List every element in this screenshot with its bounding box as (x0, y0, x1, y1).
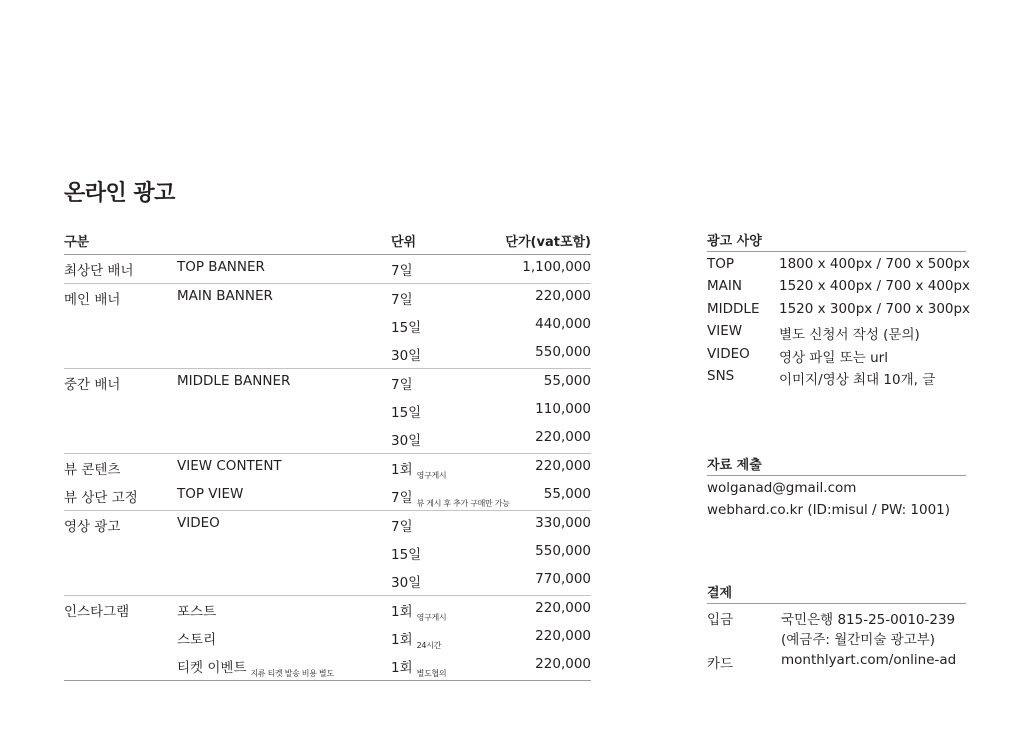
row-product (177, 288, 273, 304)
row-product (177, 486, 243, 502)
row-unit (391, 259, 413, 279)
row-unit-value: 30일 (391, 575, 422, 591)
table-bottom-rule (64, 680, 591, 681)
spec-value: 1520 x 400px / 700 x 400px (779, 278, 971, 295)
table-row (64, 312, 591, 340)
payment-deposit (707, 608, 966, 652)
row-price: 440,000 (535, 316, 591, 332)
row-unit (391, 656, 446, 676)
row-product (177, 515, 220, 531)
spec-key: MIDDLE (707, 300, 760, 317)
table-row (64, 595, 591, 624)
row-unit-value: 15일 (391, 320, 422, 336)
spec-key: VIEW (707, 323, 743, 340)
page-title: 온라인 광고 (64, 181, 175, 206)
spec-row (707, 256, 971, 278)
spec-row (707, 346, 966, 368)
row-price: 55,000 (543, 486, 591, 502)
spec-value: 별도 신청서 작성 (문의) (779, 327, 920, 344)
row-unit (391, 515, 413, 535)
row-product-name: TOP BANNER (177, 259, 265, 275)
submission-heading: 자료 제출 (707, 452, 966, 476)
row-product (177, 656, 334, 676)
ad-spec-list (707, 256, 971, 390)
row-unit-note: 24시간 (416, 641, 442, 650)
row-product-name: 스토리 (177, 632, 217, 648)
row-unit-value: 30일 (391, 348, 422, 364)
row-unit-value: 1회 (391, 604, 413, 620)
spec-key: MAIN (707, 278, 742, 295)
row-unit-note: 별도협의 (416, 669, 447, 678)
deposit-account: 국민은행 815-25-0010-239 (781, 612, 956, 628)
header-unit: 단위 (391, 235, 417, 250)
row-unit-note: 영구게시 (416, 471, 447, 480)
row-unit-value: 1회 (391, 632, 413, 648)
table-body (64, 255, 591, 680)
table-row (64, 510, 591, 539)
row-product-name: VIEW CONTENT (177, 458, 282, 474)
row-unit-value: 7일 (391, 490, 413, 506)
row-price: 55,000 (543, 373, 591, 389)
row-unit-value: 7일 (391, 263, 413, 279)
spec-value: 1800 x 400px / 700 x 500px (779, 256, 971, 272)
row-unit-value: 7일 (391, 292, 413, 308)
spec-key: SNS (707, 367, 735, 384)
row-product-name: MAIN BANNER (177, 288, 273, 304)
row-unit-value: 1회 (391, 462, 413, 478)
row-unit-note: 뷰 게시 후 추가 구매만 가능 (416, 499, 510, 508)
row-price: 220,000 (535, 458, 591, 474)
row-price: 770,000 (535, 571, 591, 587)
row-product-name: VIDEO (177, 515, 220, 531)
row-unit (391, 344, 421, 364)
row-price: 220,000 (535, 656, 591, 672)
row-price: 330,000 (535, 515, 591, 531)
row-product (177, 458, 282, 474)
table-row (64, 453, 591, 482)
table-row (64, 425, 591, 453)
spec-row (707, 323, 966, 345)
payment-panel (707, 580, 966, 674)
spec-row (707, 278, 971, 300)
table-row (64, 567, 591, 595)
row-price: 550,000 (535, 344, 591, 360)
spec-row (707, 368, 966, 390)
card-label: 카드 (707, 656, 734, 672)
row-price: 110,000 (535, 401, 591, 417)
row-price: 220,000 (535, 288, 591, 304)
header-category: 구분 (64, 235, 90, 250)
table-row (64, 340, 591, 368)
row-unit-value: 7일 (391, 519, 413, 535)
deposit-holder: (예금주: 월간미술 광고부) (781, 632, 936, 648)
row-unit-value: 15일 (391, 405, 422, 421)
ad-spec-panel (707, 228, 971, 390)
submission-panel (707, 452, 966, 524)
ad-spec-heading: 광고 사양 (707, 228, 966, 252)
spec-value: 영상 파일 또는 url (779, 349, 888, 366)
row-product-note: 지류 티켓 발송 비용 별도 (250, 669, 334, 678)
table-row (64, 624, 591, 652)
table-row (64, 539, 591, 567)
row-unit-value: 1회 (391, 660, 413, 676)
row-unit-note: 영구게시 (416, 613, 447, 622)
submission-email[interactable]: wolganad@gmail.com (707, 480, 857, 496)
table-header (64, 228, 591, 255)
row-unit (391, 429, 421, 449)
deposit-label: 입금 (707, 612, 734, 628)
table-row (64, 652, 591, 680)
spec-value: 이미지/영상 최대 10개, 글 (779, 371, 936, 388)
row-product (177, 600, 216, 620)
row-unit (391, 458, 446, 478)
spec-value: 1520 x 300px / 700 x 300px (779, 300, 971, 317)
row-unit-value: 30일 (391, 433, 422, 449)
row-product-name: MIDDLE BANNER (177, 373, 291, 389)
row-price: 220,000 (535, 628, 591, 644)
row-product (177, 373, 290, 389)
row-price: 220,000 (535, 600, 591, 616)
spec-row (707, 300, 971, 323)
submission-webhard[interactable]: webhard.co.kr (ID:misul / PW: 1001) (707, 502, 951, 518)
spec-key: VIDEO (707, 345, 750, 362)
table-row (64, 482, 591, 510)
row-unit-value: 15일 (391, 547, 422, 563)
row-category: 인스타그램 (64, 604, 130, 620)
row-category: 최상단 배너 (64, 263, 134, 279)
card-url[interactable]: monthlyart.com/online-ad (781, 652, 957, 668)
row-unit (391, 486, 510, 506)
table-row (64, 283, 591, 312)
table-row (64, 368, 591, 397)
row-unit (391, 600, 446, 620)
payment-card (707, 652, 966, 674)
row-unit (391, 401, 421, 421)
row-unit (391, 373, 413, 393)
spec-key: TOP (707, 256, 735, 272)
row-category: 영상 광고 (64, 519, 121, 535)
table-row (64, 397, 591, 425)
row-unit (391, 571, 421, 591)
row-category: 뷰 상단 고정 (64, 490, 138, 506)
row-price: 550,000 (535, 543, 591, 559)
row-product-name: TOP VIEW (177, 486, 244, 502)
price-table (64, 228, 591, 680)
row-category: 뷰 콘텐츠 (64, 462, 121, 478)
table-row (64, 255, 591, 283)
row-product (177, 628, 216, 648)
row-unit-value: 7일 (391, 377, 413, 393)
row-category: 메인 배너 (64, 292, 121, 308)
row-price: 1,100,000 (522, 259, 591, 275)
payment-heading: 결제 (707, 580, 966, 604)
header-price: 단가(vat포함) (505, 235, 591, 250)
row-category: 중간 배너 (64, 377, 121, 393)
row-unit (391, 628, 441, 648)
deposit-info (781, 608, 955, 648)
row-unit (391, 316, 421, 336)
row-unit (391, 543, 421, 563)
row-product-name: 티켓 이벤트 (177, 660, 247, 676)
row-product (177, 259, 265, 275)
row-price: 220,000 (535, 429, 591, 445)
row-product-name: 포스트 (177, 604, 217, 620)
row-unit (391, 288, 413, 308)
